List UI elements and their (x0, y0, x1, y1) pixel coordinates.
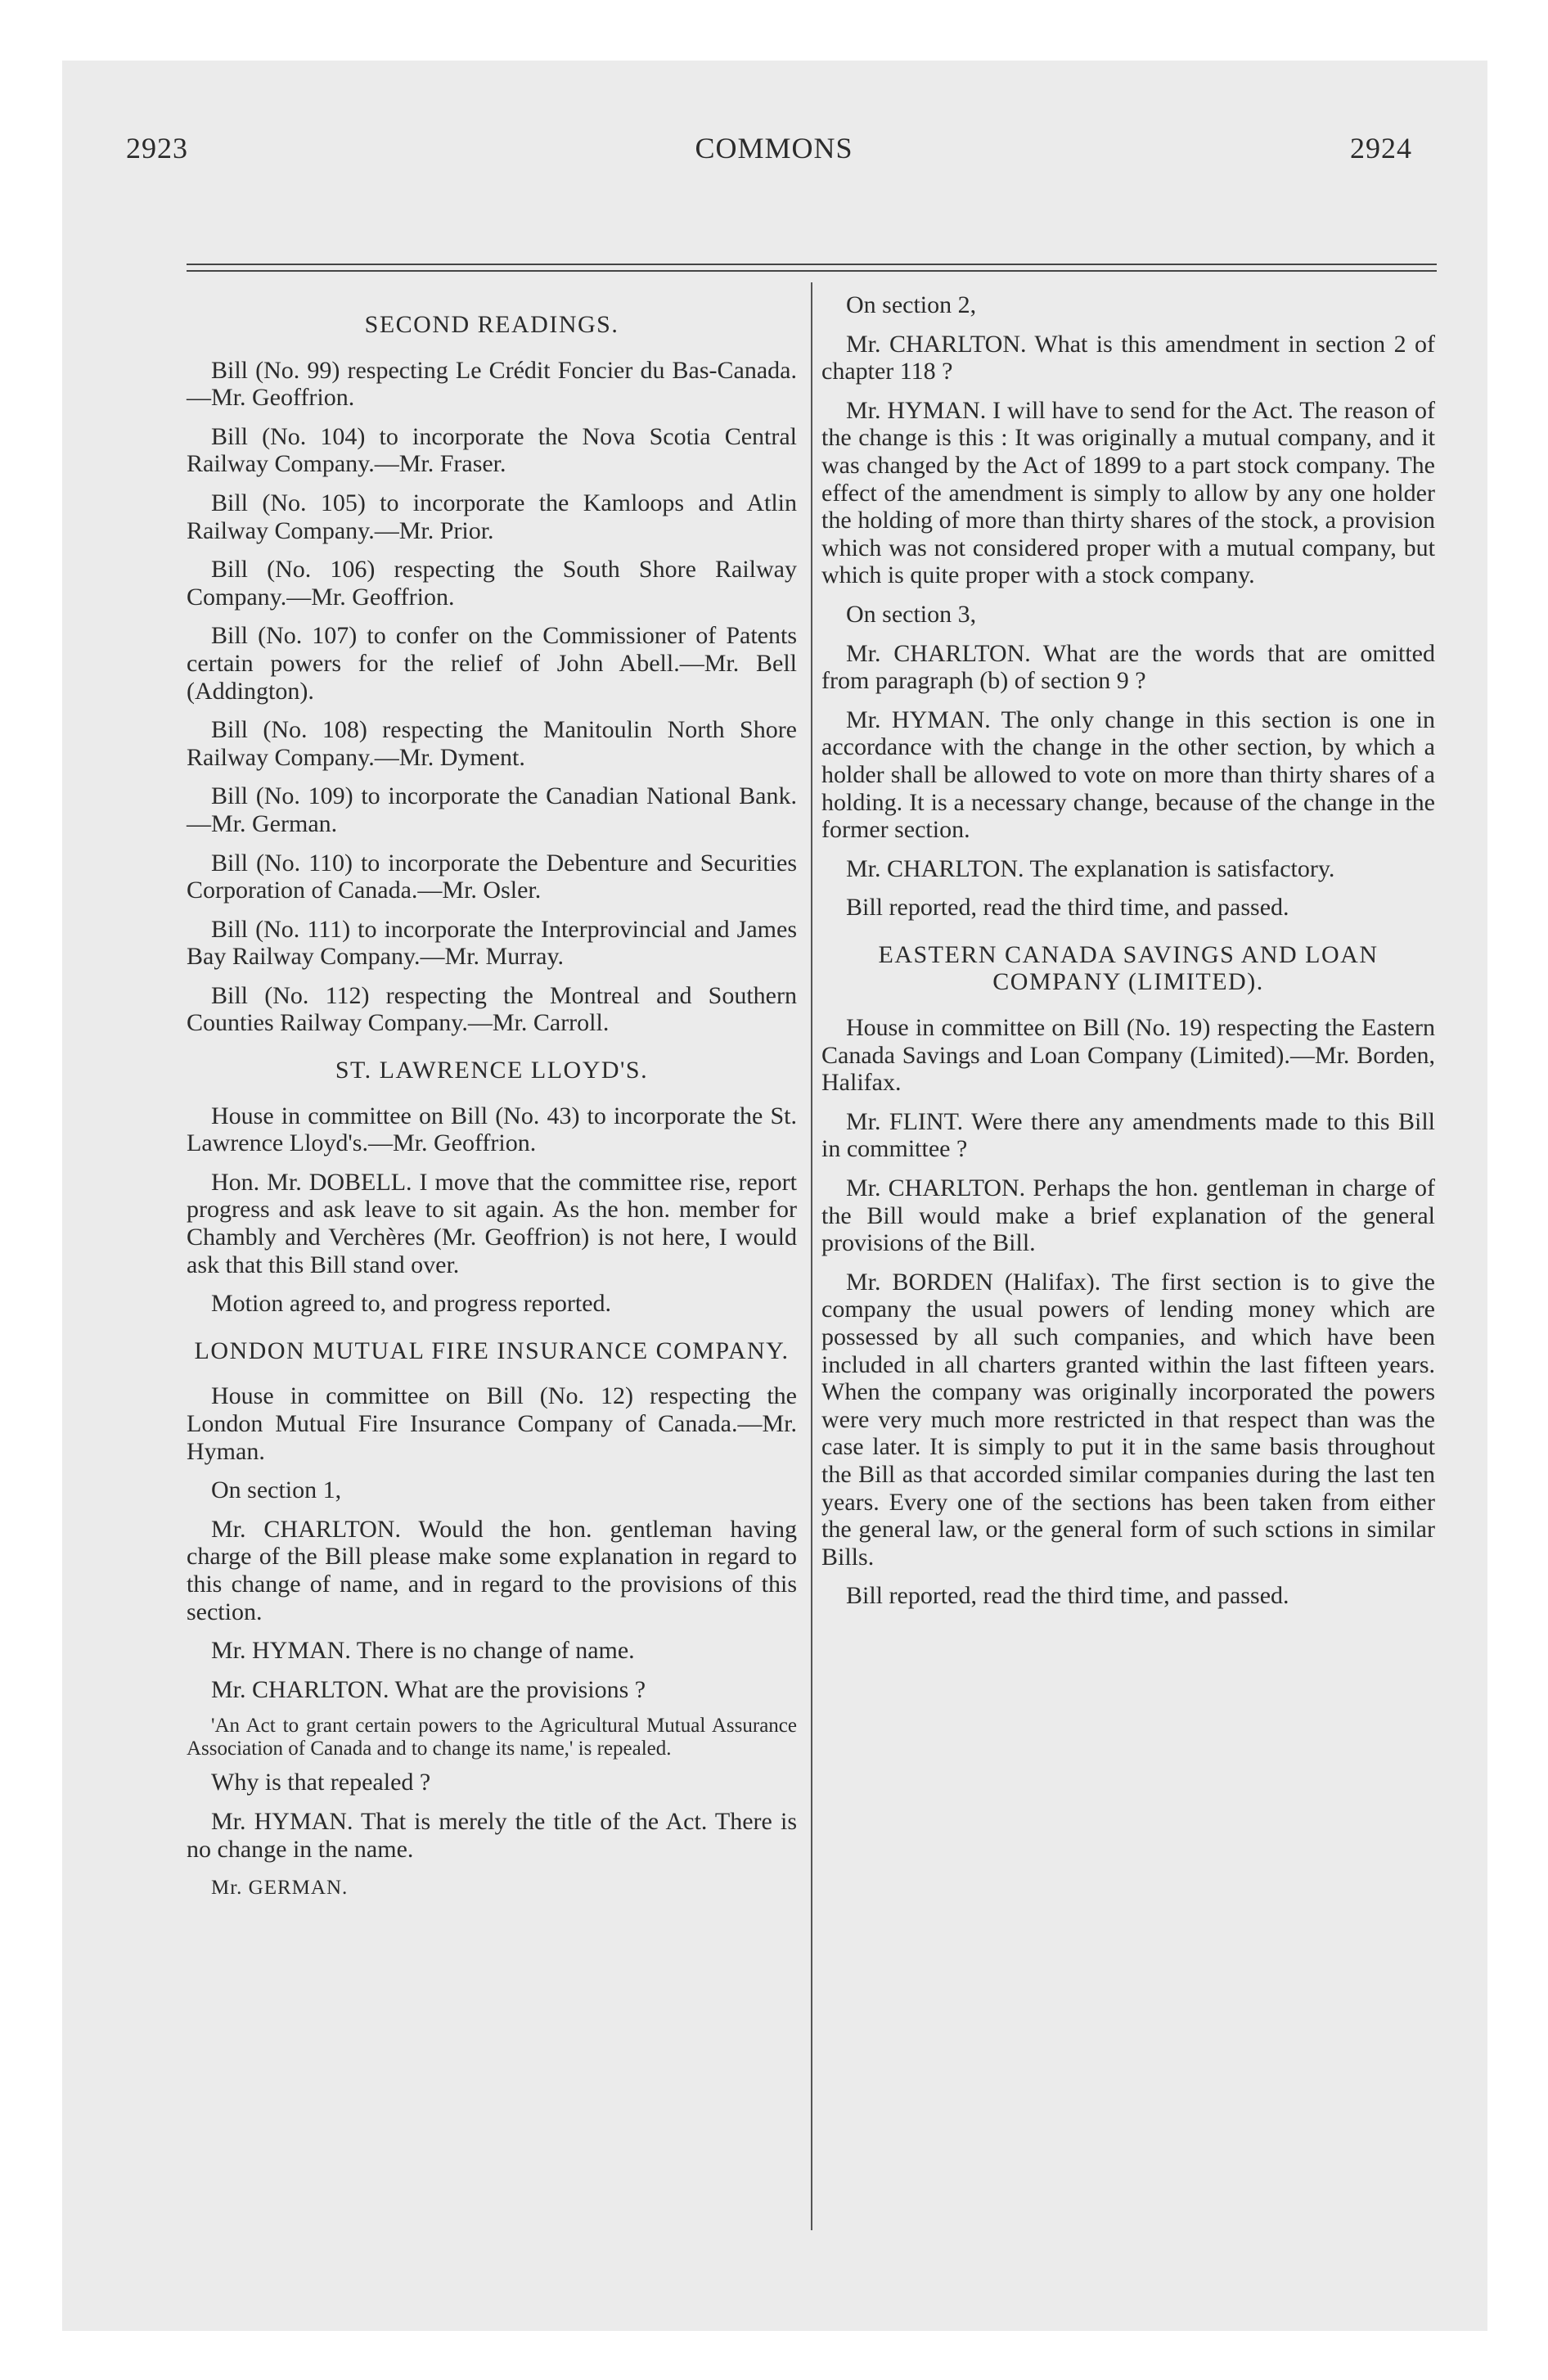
header-rule-bottom (187, 270, 1437, 272)
section-heading: EASTERN CANADA SAVINGS AND LOAN COMPANY (LIMITED). (878, 940, 1379, 996)
header-rule-top (187, 264, 1437, 265)
paragraph: Mr. CHARLTON. The explanation is satisfactory. (846, 854, 1335, 882)
paragraph: Bill (No. 109) to incorporate the Canadian National Bank.—Mr. German. (187, 782, 797, 837)
quoted-text: 'An Act to grant certain powers to the Agricultural Mutual Assurance Association of Canada and to change its name,' is repealed. (187, 1715, 797, 1760)
paragraph: Bill (No. 111) to incorporate the Interprovincial and James Bay Railway Company.—Mr. Murray. (187, 915, 797, 971)
paragraph: Bill (No. 107) to confer on the Commissioner of Patents certain powers for the relief of John Abell.—Mr. Bell (Addington). (187, 622, 797, 705)
section-heading: ST. LAWRENCE LLOYD'S. (335, 1057, 649, 1084)
paragraph: Mr. HYMAN. I will have to send for the Act. The reason of the change is this : It was originally a mutual company, and it was changed by the Act of 1899 to a part stock company. The effect of the amendment is simply to allow by any one holder the holding of more than thirty shares of the stock, a provision which was not considered proper with a mutual company, but which is quite proper with a stock company. (821, 396, 1435, 589)
paragraph: Mr. CHARLTON. What is this amendment in section 2 of chapter 118 ? (821, 330, 1435, 385)
paragraph: Bill reported, read the third time, and passed. (846, 1582, 1289, 1610)
paragraph: House in committee on Bill (No. 43) to incorporate the St. Lawrence Lloyd's.—Mr. Geoffrion. (187, 1102, 797, 1157)
paragraph: Mr. HYMAN. That is merely the title of the Act. There is no change in the name. (187, 1807, 797, 1863)
page-title: COMMONS (695, 132, 853, 165)
paragraph: Mr. HYMAN. There is no change of name. (211, 1637, 635, 1665)
paragraph: Mr. CHARLTON. What are the provisions ? (211, 1675, 646, 1703)
paragraph: Bill (No. 108) respecting the Manitoulin North Shore Railway Company.—Mr. Dyment. (187, 716, 797, 771)
paragraph: Bill (No. 104) to incorporate the Nova Scotia Central Railway Company.—Mr. Fraser. (187, 422, 797, 478)
paragraph: Mr. HYMAN. The only change in this section is one in accordance with the change in the other section, by which a holder shall be allowed to vote on more than thirty shares of a holding. It is a necessary change, because of the change in the former section. (821, 705, 1435, 844)
paragraph: Bill (No. 105) to incorporate the Kamloops and Atlin Railway Company.—Mr. Prior. (187, 489, 797, 544)
paragraph: House in committee on Bill (No. 12) respecting the London Mutual Fire Insurance Company of Canada.—Mr. Hyman. (187, 1382, 797, 1465)
section-heading: LONDON MUTUAL FIRE INSURANCE COMPANY. (194, 1336, 790, 1364)
paragraph: On section 2, (846, 291, 977, 318)
paragraph: On section 3, (846, 600, 977, 628)
column-divider (811, 282, 812, 2230)
paragraph: Bill (No. 110) to incorporate the Debenture and Securities Corporation of Canada.—Mr. Osler. (187, 849, 797, 904)
paragraph: House in committee on Bill (No. 19) respecting the Eastern Canada Savings and Loan Company (Limited).—Mr. Borden, Halifax. (821, 1014, 1435, 1097)
paragraph: Bill (No. 99) respecting Le Crédit Foncier du Bas-Canada.—Mr. Geoffrion. (187, 356, 797, 412)
left-column (187, 291, 797, 1913)
right-column (821, 291, 1435, 1621)
paragraph: Mr. BORDEN (Halifax). The first section is to give the company the usual powers of lending money which are possessed by all such companies, and which have been included in all charters granted within the last fifteen years. When the company was originally incorporated the powers were very much more restricted in that respect than was the case later. It is simply to put it in the same basis throughout the Bill as that accorded similar companies during the last ten years. Every one of the sections has been taken from either the general law, or the general form of such sctions in similar Bills. (821, 1268, 1435, 1571)
paragraph: Bill reported, read the third time, and passed. (846, 894, 1289, 922)
paragraph: Motion agreed to, and progress reported. (211, 1290, 612, 1318)
paragraph: Hon. Mr. DOBELL. I move that the committee rise, report progress and ask leave to sit again. As the hon. member for Chambly and Verchères (Mr. Geoffrion) is not here, I would ask that this Bill stand over. (187, 1168, 797, 1278)
paragraph: Bill (No. 106) respecting the South Shore Railway Company.—Mr. Geoffrion. (187, 556, 797, 611)
page-number-left: 2923 (126, 132, 188, 165)
paragraph: Why is that repealed ? (211, 1769, 431, 1796)
page-number-right: 2924 (1350, 132, 1412, 165)
paragraph: Mr. CHARLTON. Perhaps the hon. gentleman in charge of the Bill would make a brief explanation of the general provisions of the Bill. (821, 1174, 1435, 1257)
paragraph: Mr. CHARLTON. Would the hon. gentleman having charge of the Bill please make some explanation in regard to this change of name, and in regard to the provisions of this section. (187, 1515, 797, 1625)
paragraph: Mr. FLINT. Were there any amendments made to this Bill in committee ? (821, 1107, 1435, 1163)
paragraph: Mr. CHARLTON. What are the words that are omitted from paragraph (b) of section 9 ? (821, 639, 1435, 695)
section-heading: SECOND READINGS. (364, 311, 619, 338)
running-footer: Mr. GERMAN. (211, 1877, 349, 1900)
paragraph: On section 1, (211, 1476, 342, 1504)
paragraph: Bill (No. 112) respecting the Montreal and Southern Counties Railway Company.—Mr. Carroll. (187, 981, 797, 1037)
